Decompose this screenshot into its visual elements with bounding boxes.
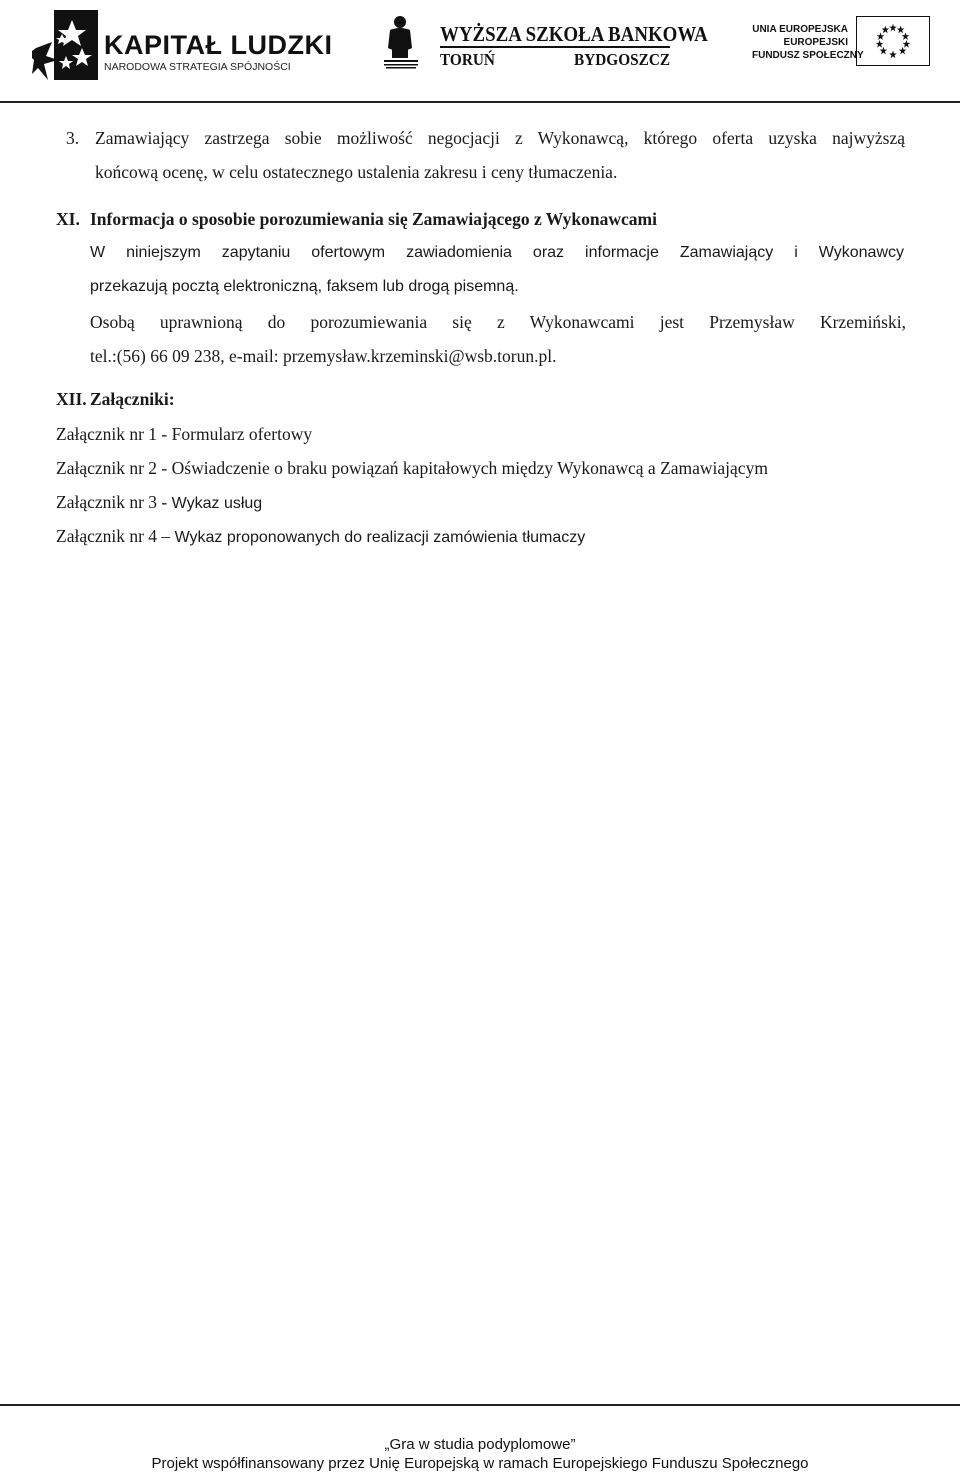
- point-3-line-2: końcową ocenę, w celu ostatecznego ustalenia zakresu i ceny tłumaczenia.: [95, 162, 618, 182]
- section-12-number: XII.: [56, 389, 87, 409]
- attachment-3-text: Wykaz usług: [171, 495, 263, 512]
- attachment-4: [56, 519, 585, 555]
- attachment-2-text: Oświadczenie o braku powiązań kapitałowych między Wykonawcą a Zamawiającym: [171, 458, 768, 478]
- section-11-p1-line-1: W niniejszym zapytaniu ofertowym zawiadomienia oraz informacje Zamawiający i Wykonawcy: [90, 244, 904, 261]
- point-3-line-1: Zamawiający zastrzega sobie możliwość negocjacji z Wykonawcą, którego oferta uzyska najwyższą: [95, 128, 905, 148]
- wsb-divider: [440, 46, 670, 48]
- footer-funding-note: Projekt współfinansowany przez Unię Europejską w ramach Europejskiego Funduszu Społecznego: [151, 1455, 809, 1472]
- eu-line-3: FUNDUSZ SPOŁECZNY: [752, 50, 864, 61]
- eu-line-2: EUROPEJSKI: [783, 37, 848, 48]
- wsb-city-torun: TORUŃ: [440, 50, 495, 69]
- section-11-p2-line-1: Osobą uprawnioną do porozumiewania się z Wykonawcami jest Przemysław Krzemiński,: [90, 312, 906, 332]
- attachment-1-prefix: Załącznik nr 1 -: [56, 424, 172, 444]
- attachment-4-prefix: Załącznik nr 4 –: [56, 526, 175, 546]
- wsb-crest-icon: [380, 14, 422, 70]
- section-11-heading: Informacja o sposobie porozumiewania się Zamawiającego z Wykonawcami: [90, 209, 657, 229]
- attachment-3: [56, 485, 262, 521]
- wsb-title: WYŻSZA SZKOŁA BANKOWA: [440, 22, 708, 46]
- page-header: [0, 0, 960, 102]
- header-divider: [0, 101, 960, 103]
- eu-flag-icon: [856, 16, 930, 66]
- attachment-1: [56, 417, 312, 451]
- footer-project-name: „Gra w studia podyplomowe”: [384, 1436, 576, 1453]
- kapital-ludzki-emblem-icon: [32, 8, 102, 88]
- kapital-ludzki-subtitle: NARODOWA STRATEGIA SPÓJNOŚCI: [104, 61, 291, 73]
- eu-line-1: UNIA EUROPEJSKA: [752, 24, 848, 35]
- attachment-4-text: Wykaz proponowanych do realizacji zamówienia tłumaczy: [174, 529, 586, 546]
- point-3-number: 3.: [66, 128, 80, 148]
- section-11-p1-line-2: przekazują pocztą elektroniczną, faksem lub drogą pisemną.: [90, 278, 519, 295]
- attachment-3-prefix: Załącznik nr 3 -: [56, 492, 172, 512]
- section-11-p2-line-2: tel.:(56) 66 09 238, e-mail: przemysław.krzeminski@wsb.torun.pl.: [90, 346, 557, 366]
- section-12-heading: Załączniki:: [90, 389, 175, 409]
- kapital-ludzki-title: KAPITAŁ LUDZKI: [104, 30, 333, 60]
- attachment-2-prefix: Załącznik nr 2 -: [56, 458, 172, 478]
- attachment-2: [56, 451, 768, 485]
- kapital-ludzki-logo: [32, 8, 333, 88]
- eu-fund-text: [752, 23, 864, 62]
- wsb-logo: [380, 14, 708, 70]
- attachment-1-text: Formularz ofertowy: [171, 424, 313, 444]
- wsb-city-bydgoszcz: BYDGOSZCZ: [574, 50, 671, 69]
- footer-divider: [0, 1404, 960, 1406]
- section-11-number: XI.: [56, 209, 80, 229]
